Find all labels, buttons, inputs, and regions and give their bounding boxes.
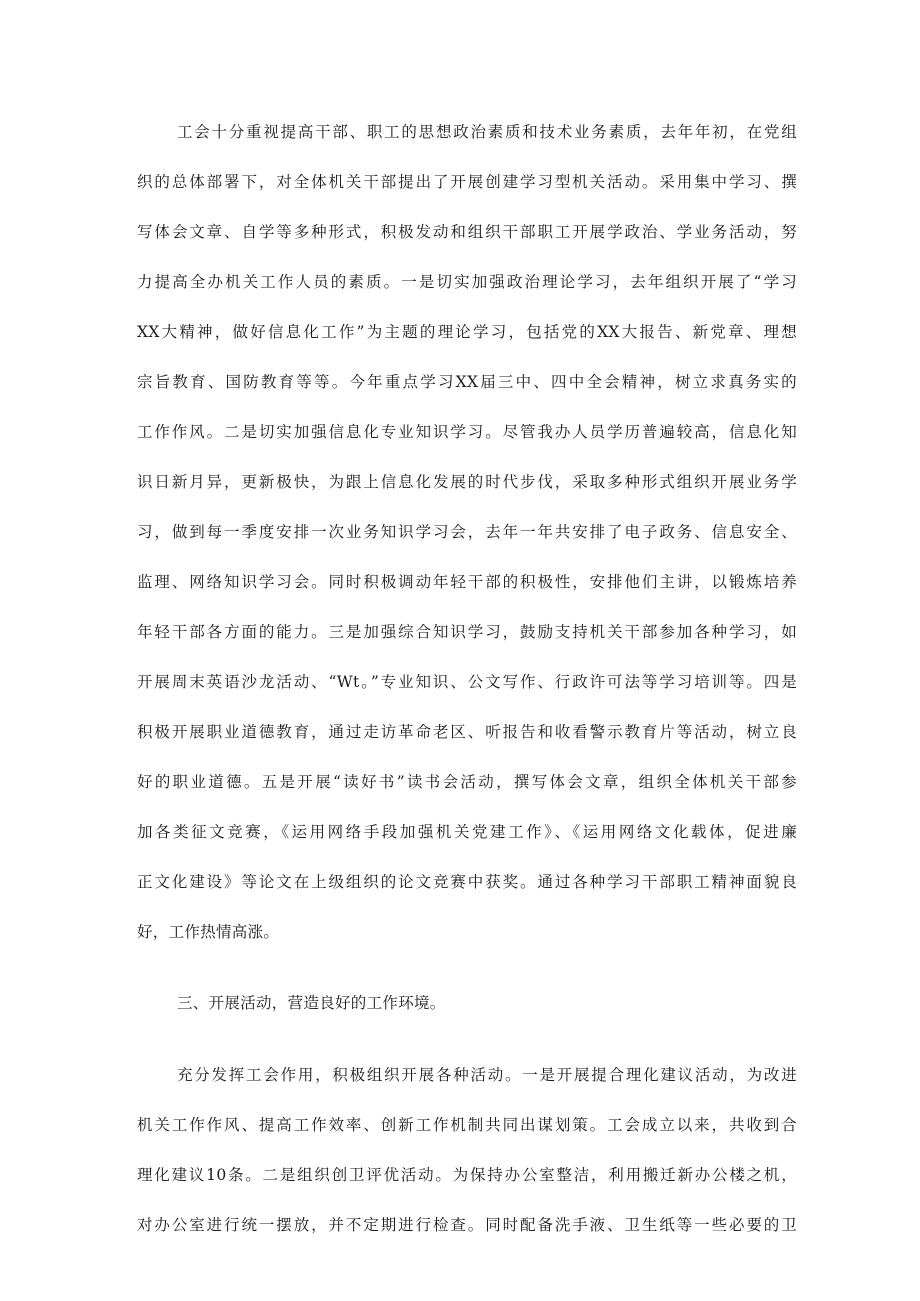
paragraph-line: 习，做到每一季度安排一次业务知识学习会，去年一年共安排了电子政务、信息安全、 — [137, 523, 797, 541]
paragraph-line: 机关工作作风、提高工作效率、创新工作机制共同出谋划策。工会成立以来，共收到合 — [137, 1116, 797, 1134]
paragraph-line: 加各类征文竞赛，《运用网络手段加强机关党建工作》、《运用网络文化载体，促进廉 — [137, 823, 797, 841]
paragraph-line: 好的职业道德。五是开展“读好书”读书会活动，撰写体会文章，组织全体机关干部参 — [137, 773, 797, 791]
paragraph-line: 力提高全办机关工作人员的素质。一是切实加强政治理论学习，去年组织开展了“学习 — [137, 273, 797, 291]
paragraph-line: 宗旨教育、国防教育等等。今年重点学习XX届三中、四中全会精神，树立求真务实的 — [137, 373, 797, 391]
paragraph-line: 充分发挥工会作用，积极组织开展各种活动。一是开展提合理化建议活动，为改进 — [177, 1066, 797, 1084]
section-heading: 三、开展活动，营造良好的工作环境。 — [177, 994, 446, 1012]
paragraph-line: XX大精神，做好信息化工作”为主题的理论学习，包括党的XX大报告、新党章、理想 — [137, 323, 797, 341]
paragraph-line: 织的总体部署下，对全体机关干部提出了开展创建学习型机关活动。采用集中学习、撰 — [137, 173, 797, 191]
paragraph-line: 积极开展职业道德教育，通过走访革命老区、听报告和收看警示教育片等活动，树立良 — [137, 723, 797, 741]
paragraph-line: 对办公室进行统一摆放，并不定期进行检查。同时配备洗手液、卫生纸等一些必要的卫 — [137, 1216, 797, 1234]
paragraph-line: 监理、网络知识学习会。同时积极调动年轻干部的积极性，安排他们主讲，以锻炼培养 — [137, 573, 797, 591]
paragraph-line: 好，工作热情高涨。 — [137, 923, 280, 941]
paragraph-line: 识日新月异，更新极快，为跟上信息化发展的时代步伐，采取多种形式组织开展业务学 — [137, 473, 797, 491]
paragraph-line: 工会十分重视提高干部、职工的思想政治素质和技术业务素质，去年年初，在党组 — [177, 123, 797, 141]
paragraph-line: 正文化建设》等论文在上级组织的论文竞赛中获奖。通过各种学习干部职工精神面貌良 — [137, 873, 797, 891]
paragraph-line: 年轻干部各方面的能力。三是加强综合知识学习，鼓励支持机关干部参加各种学习，如 — [137, 623, 797, 641]
paragraph-line: 理化建议10条。二是组织创卫评优活动。为保持办公室整洁，利用搬迁新办公楼之机， — [137, 1166, 797, 1184]
paragraph-line: 开展周末英语沙龙活动、“Wt。”专业知识、公文写作、行政许可法等学习培训等。四是 — [137, 673, 797, 691]
paragraph-line: 写体会文章、自学等多种形式，积极发动和组织干部职工开展学政治、学业务活动，努 — [137, 223, 797, 241]
paragraph-line: 工作作风。二是切实加强信息化专业知识学习。尽管我办人员学历普遍较高，信息化知 — [137, 423, 797, 441]
